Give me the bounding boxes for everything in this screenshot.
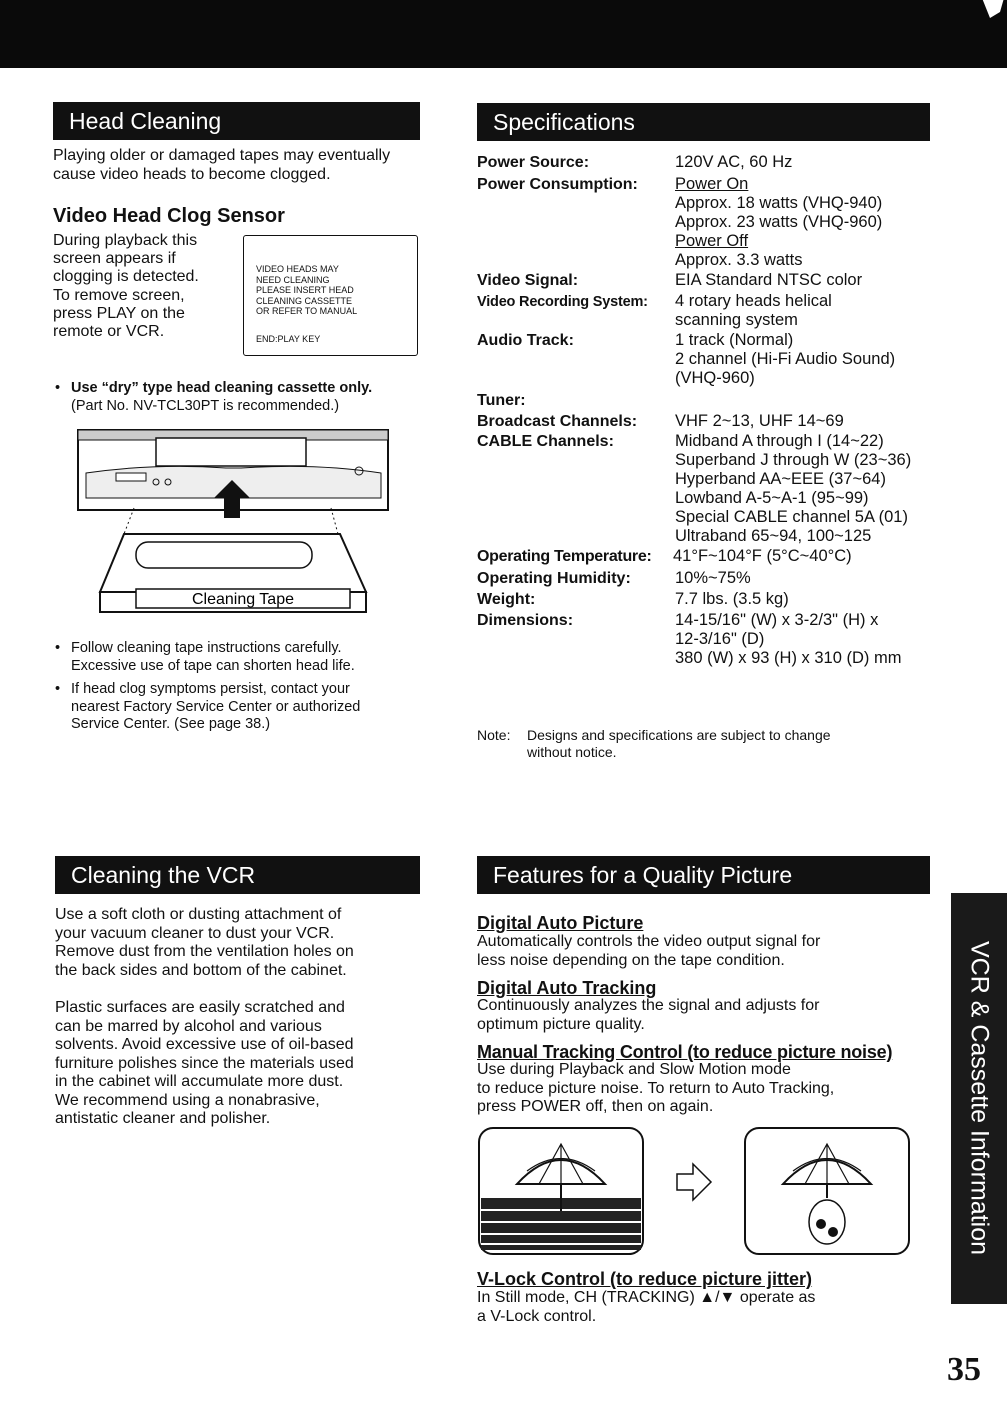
para-line: We recommend using a nonabrasive, — [55, 1091, 320, 1109]
spec-value: scanning system — [675, 311, 798, 329]
feature-line: press POWER off, then on again. — [477, 1098, 714, 1115]
clog-warning-screen — [243, 235, 418, 356]
spec-label: Weight: — [477, 591, 536, 608]
spec-value: 1 track (Normal) — [675, 331, 794, 349]
spec-value: 41°F~104°F (5°C~40°C) — [673, 547, 852, 565]
spec-label: Operating Humidity: — [477, 570, 631, 587]
spec-value: Special CABLE channel 5A (01) — [675, 508, 908, 526]
tape-instructions-bullet — [53, 640, 423, 675]
v-lock-title: V-Lock Control (to reduce picture jitter) — [477, 1269, 813, 1289]
vcr-cleaning-illustration — [76, 428, 392, 616]
child-figure — [809, 1200, 845, 1244]
note-text — [527, 727, 831, 761]
dress-dot — [828, 1227, 838, 1237]
sensor-text — [53, 232, 199, 341]
spec-value: Lowband A-5~A-1 (95~99) — [675, 489, 869, 507]
cleaning-vcr-para-1 — [55, 906, 354, 980]
feature-line: less noise depending on the tape condition. — [477, 951, 785, 969]
screen-line: OR REFER TO MANUAL — [256, 306, 358, 316]
power-on-heading: Power On — [675, 175, 749, 193]
power-off-heading: Power Off — [675, 232, 749, 250]
para-line: your vacuum cleaner to dust your VCR. — [55, 924, 335, 942]
para-line: Use a soft cloth or dusting attachment of — [55, 906, 342, 923]
intro-line: Playing older or damaged tapes may eventually — [53, 147, 391, 164]
spec-value: (VHQ-960) — [675, 369, 755, 387]
bullet-line: Excessive use of tape can shorten head life. — [71, 657, 355, 674]
spec-value: VHF 2~13, UHF 14~69 — [675, 412, 844, 430]
features-title: Features for a Quality Picture — [477, 856, 930, 894]
guide-line — [331, 508, 338, 534]
guide-line — [124, 508, 134, 534]
bullet-line: nearest Factory Service Center or authorized — [71, 698, 361, 715]
top-banner — [0, 0, 1007, 68]
spec-value: Approx. 3.3 watts — [675, 251, 803, 269]
spec-label: Video Recording System: — [477, 294, 648, 310]
right-arrow-icon — [677, 1164, 711, 1200]
sensor-line: To remove screen, — [53, 286, 185, 304]
screen-footer: END:PLAY KEY — [256, 333, 321, 344]
note-label: Note: — [477, 727, 511, 743]
para-line: the back sides and bottom of the cabinet. — [55, 961, 347, 979]
vcr-button — [116, 473, 146, 481]
feature-line: optimum picture quality. — [477, 1015, 645, 1033]
dry-cassette-text: • Use “dry” type head cleaning cassette only. — [71, 380, 373, 396]
cleaning-vcr-title: Cleaning the VCR — [55, 856, 420, 894]
spec-value: 7.7 lbs. (3.5 kg) — [675, 590, 789, 608]
sensor-line: clogging is detected. — [53, 268, 199, 286]
spec-value: 12-3/16" (D) — [675, 630, 765, 648]
spec-value-group — [675, 611, 901, 668]
screen-line: CLEANING CASSETTE — [256, 295, 353, 306]
feature-line: Automatically controls the video output signal for — [477, 933, 821, 950]
part-number-note: (Part No. NV-TCL30PT is recommended.) — [71, 397, 340, 414]
spec-value: Approx. 18 watts (VHQ-940) — [675, 194, 883, 212]
para-line: antistatic cleaner and polisher. — [55, 1110, 271, 1127]
sensor-title: Video Head Clog Sensor — [53, 205, 285, 227]
feature-line: a V-Lock control. — [477, 1307, 597, 1325]
head-cleaning-title: Head Cleaning — [53, 102, 420, 140]
spec-label: Tuner: — [477, 392, 526, 409]
cleaning-tape-label: Cleaning Tape — [191, 591, 295, 608]
para-line: solvents. Avoid excessive use of oil-based — [55, 1036, 354, 1053]
feature-line: to reduce picture noise. To return to Auto Tracking, — [477, 1079, 835, 1097]
section-tab-label: VCR & Cassette Information — [965, 940, 994, 1256]
spec-value: Hyperband AA~EEE (37~64) — [675, 470, 886, 488]
para-line: Plastic surfaces are easily scratched and — [55, 999, 345, 1016]
note-line: without notice. — [527, 744, 617, 760]
sensor-line: During playback this — [53, 232, 198, 249]
screen-line: VIDEO HEADS MAY — [256, 264, 339, 274]
sensor-line: press PLAY on the — [53, 304, 185, 322]
spec-value: EIA Standard NTSC color — [675, 271, 863, 289]
screen-line: NEED CLEANING — [256, 274, 330, 285]
page-number: 35 — [947, 1351, 981, 1388]
spec-label: Operating Temperature: — [477, 548, 652, 565]
head-cleaning-intro — [53, 147, 390, 184]
para-line: can be marred by alcohol and various — [55, 1017, 322, 1035]
para-line: Remove dust from the ventilation holes on — [55, 943, 354, 960]
bullet-line: • If head clog symptoms persist, contact your — [71, 681, 350, 697]
spec-label: Audio Track: — [477, 332, 574, 349]
note-line: Designs and specifications are subject to change — [527, 727, 831, 743]
intro-line: cause video heads to become clogged. — [53, 165, 331, 183]
bullet-line: Service Center. (See page 38.) — [71, 716, 271, 732]
spec-label: Video Signal: — [477, 272, 579, 289]
spec-value-group — [675, 292, 832, 330]
spec-value: Superband J through W (23~36) — [675, 451, 912, 469]
spec-value: Approx. 23 watts (VHQ-960) — [675, 213, 883, 231]
feature-line: Continuously analyzes the signal and adjusts for — [477, 997, 820, 1014]
dry-cassette-bullet — [53, 380, 423, 415]
bullet-line: • Follow cleaning tape instructions carefully. — [71, 640, 342, 656]
digital-auto-picture-title: Digital Auto Picture — [477, 913, 644, 933]
para-line: furniture polishes since the materials used — [55, 1054, 354, 1072]
corner-mark-icon — [982, 0, 1004, 20]
feature-line: In Still mode, CH (TRACKING) ▲/▼ operate as — [477, 1289, 816, 1306]
specifications-title: Specifications — [477, 103, 930, 141]
dress-dot — [816, 1219, 826, 1229]
spec-value: 380 (W) x 93 (H) x 310 (D) mm — [675, 649, 902, 667]
spec-value: 2 channel (Hi-Fi Audio Sound) — [675, 350, 896, 368]
spec-value: 4 rotary heads helical — [675, 292, 832, 310]
feature-line: Use during Playback and Slow Motion mode — [477, 1061, 791, 1078]
sensor-line: screen appears if — [53, 250, 176, 268]
digital-auto-tracking-title: Digital Auto Tracking — [477, 978, 657, 998]
para-line: in the cabinet will accumulate more dust. — [55, 1073, 344, 1090]
cassette-slot — [156, 438, 306, 466]
spec-value-group — [675, 331, 895, 388]
spec-value: 10%~75% — [675, 569, 751, 587]
spec-value: Ultraband 65~94, 100~125 — [675, 527, 872, 545]
spec-value-group — [675, 175, 882, 270]
digital-auto-tracking-text — [477, 997, 819, 1034]
manual-tracking-title: Manual Tracking Control (to reduce picture noise) — [477, 1042, 893, 1062]
spec-label: Power Consumption: — [477, 176, 638, 193]
spec-label: Dimensions: — [477, 612, 574, 629]
spec-value: Midband A through I (14~22) — [675, 432, 884, 450]
spec-label: Broadcast Channels: — [477, 413, 638, 430]
tracking-comparison-illustration — [477, 1126, 913, 1258]
service-center-bullet — [53, 681, 423, 734]
sensor-line: remote or VCR. — [53, 323, 165, 341]
spec-value: 14-15/16" (W) x 3-2/3" (H) x — [675, 611, 879, 629]
digital-auto-picture-text — [477, 933, 820, 970]
cassette-window — [136, 542, 312, 568]
spec-value: 120V AC, 60 Hz — [675, 153, 793, 171]
cleaning-vcr-para-2 — [55, 999, 354, 1129]
spec-value-group — [675, 432, 911, 546]
spec-label: Power Source: — [477, 154, 590, 171]
screen-line: PLEASE INSERT HEAD — [256, 285, 354, 295]
manual-tracking-text — [477, 1061, 834, 1117]
v-lock-text — [477, 1289, 815, 1326]
spec-label: CABLE Channels: — [477, 433, 614, 450]
